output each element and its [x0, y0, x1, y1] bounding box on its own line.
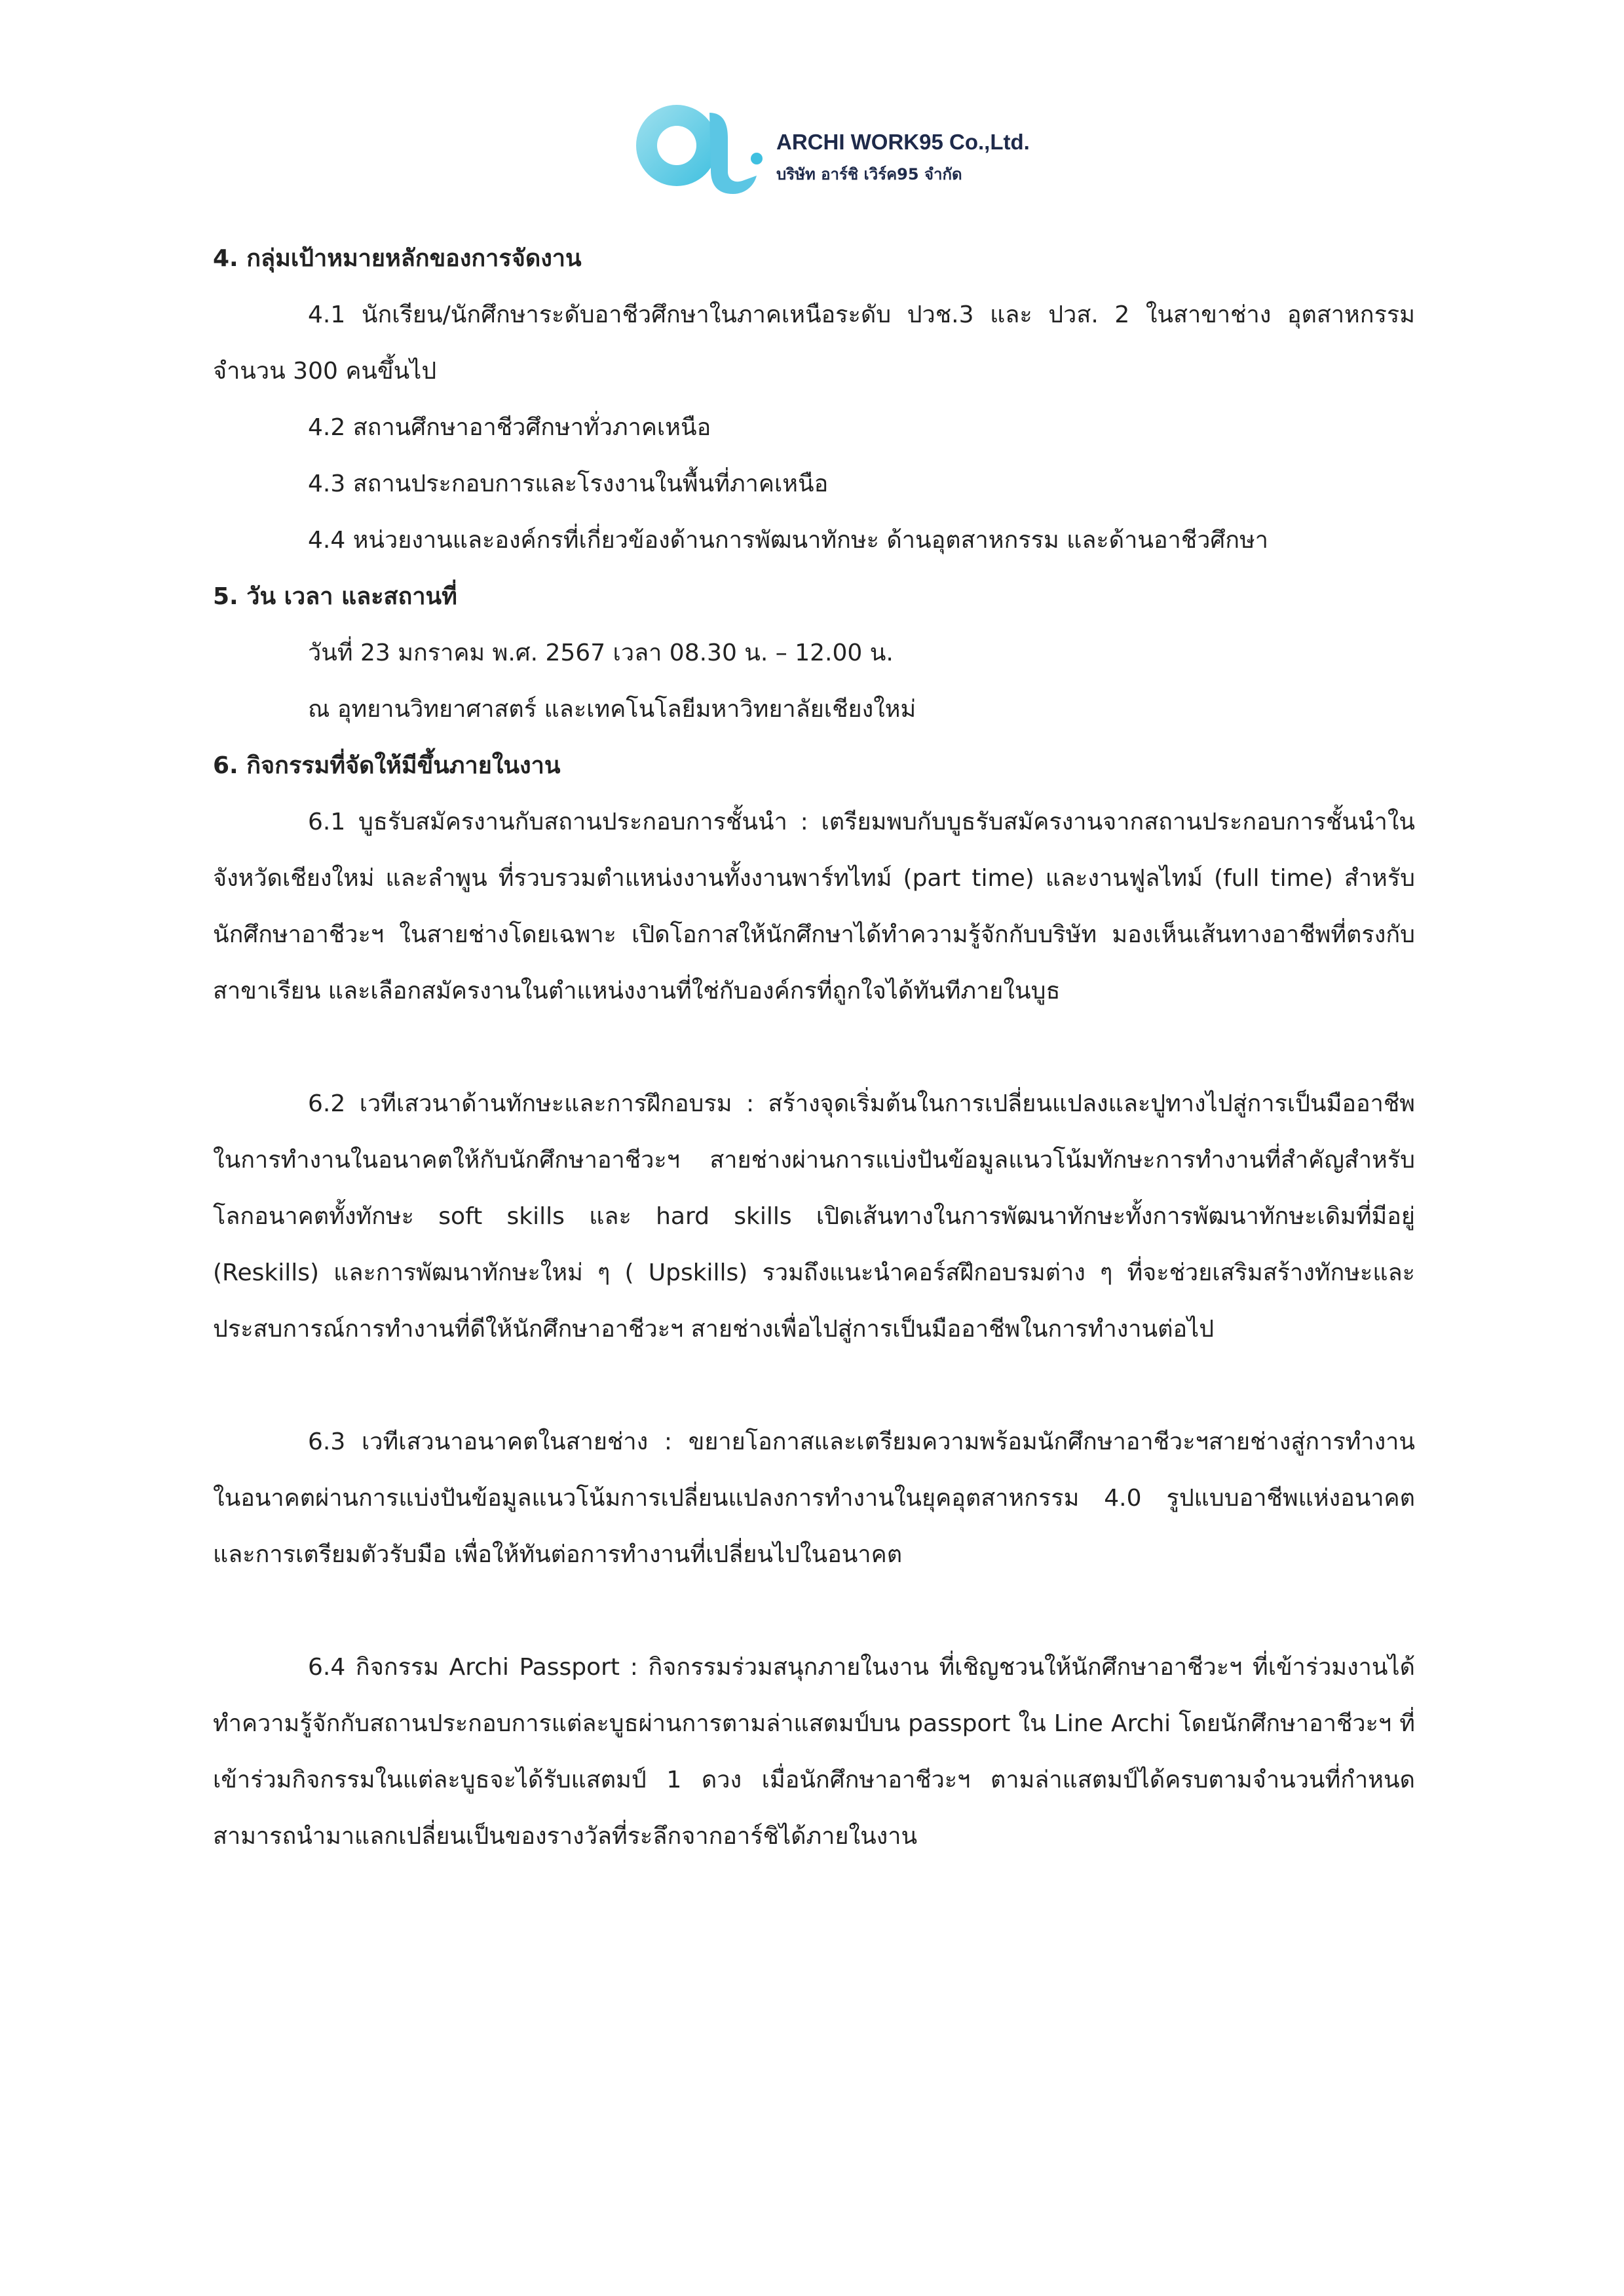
section-4-heading: 4. กลุ่มเป้าหมายหลักของการจัดงาน	[213, 245, 582, 272]
section-4-item-4: 4.4 หน่วยงานและองค์กรที่เกี่ยวข้องด้านการพัฒนาทักษะ ด้านอุตสาหกรรม และด้านอาชีวศึกษา	[308, 527, 1269, 554]
section-6-item-3: 6.3 เวทีเสวนาอนาคตในสายช่าง : ขยายโอกาสและเตรียมความพร้อมนักศึกษาอาชีวะฯสายช่างสู่การทำงานในอนาคตผ่านการแบ่งปันข้อมูลแนวโน้มการเปลี่ยนแปลงการทำงานในยุคอุตสาหกรรม 4.0 รูปแบบอาชีพแห่งอนาคต และการเตรียมตัวรับมือ เพื่อให้ทันต่อการทำงานที่เปลี่ยนไปในอนาคต	[213, 1428, 1415, 1568]
logo-company-name-th: บริษัท อาร์ชิ เวิร์ค95 จำกัด	[776, 165, 962, 183]
logo-company-name-en: ARCHI WORK95 Co.,Ltd.	[776, 130, 1030, 154]
section-5-venue: ณ อุทยานวิทยาศาสตร์ และเทคโนโลยีมหาวิทยาลัยเชียงใหม่	[308, 696, 916, 723]
section-4-item-2: 4.2 สถานศึกษาอาชีวศึกษาทั่วภาคเหนือ	[308, 414, 711, 441]
section-5-date: วันที่ 23 มกราคม พ.ศ. 2567 เวลา 08.30 น. – 12.00 น.	[308, 640, 894, 666]
section-6-item-2: 6.2 เวทีเสวนาด้านทักษะและการฝึกอบรม : สร้างจุดเริ่มต้นในการเปลี่ยนแปลงและปูทางไปสู่การเป็นมืออาชีพในการทำงานในอนาคตให้กับนักศึกษาอาชีวะฯ สายช่างผ่านการแบ่งปันข้อมูลแนวโน้มทักษะการทำงานที่สำคัญสำหรับโลกอนาคตทั้งทักษะ soft skills และ hard skills เปิดเส้นทางในการพัฒนาทักษะทั้งการพัฒนาทักษะเดิมที่มีอยู่ (Reskills) และการพัฒนาทักษะใหม่ ๆ ( Upskills) รวมถึงแนะนำคอร์สฝึกอบรมต่าง ๆ ที่จะช่วยเสริมสร้างทักษะและประสบการณ์การทำงานที่ดีให้นักศึกษาอาชีวะฯ สายช่างเพื่อไปสู่การเป็นมืออาชีพในการทำงานต่อไป	[213, 1090, 1415, 1343]
section-6-item-1: 6.1 บูธรับสมัครงานกับสถานประกอบการชั้นนำ : เตรียมพบกับบูธรับสมัครงานจากสถานประกอบการชั้นนำในจังหวัดเชียงใหม่ และลำพูน ที่รวบรวมตำแหน่งงานทั้งงานพาร์ทไทม์ (part time) และงานฟูลไทม์ (full time) สำหรับนักศึกษาอาชีวะฯ ในสายช่างโดยเฉพาะ เปิดโอกาสให้นักศึกษาได้ทำความรู้จักกับบริษัท มองเห็นเส้นทางอาชีพที่ตรงกับสาขาเรียน และเลือกสมัครงานในตำแหน่งงานที่ใช่กับองค์กรที่ถูกใจได้ทันทีภายในบูธ	[213, 809, 1415, 1004]
section-6-heading: 6. กิจกรรมที่จัดให้มีขึ้นภายในงาน	[213, 752, 561, 779]
section-4-item-1: 4.1 นักเรียน/นักศึกษาระดับอาชีวศึกษาในภาคเหนือระดับ ปวช.3 และ ปวส. 2 ในสาขาช่าง อุตสาหกรรม จำนวน 300 คนขึ้นไป	[213, 301, 1415, 385]
document-body	[213, 231, 1415, 1865]
section-6-item-4: 6.4 กิจกรรม Archi Passport : กิจกรรมร่วมสนุกภายในงาน ที่เชิญชวนให้นักศึกษาอาชีวะฯ ที่เข้าร่วมงานได้ทำความรู้จักกับสถานประกอบการแต่ละบูธผ่านการตามล่าแสตมป์บน passport ใน Line Archi โดยนักศึกษาอาชีวะฯ ที่เข้าร่วมกิจกรรมในแต่ละบูธจะได้รับแสตมป์ 1 ดวง เมื่อนักศึกษาอาชีวะฯ ตามล่าแสตมป์ได้ครบตามจำนวนที่กำหนด สามารถนำมาแลกเปลี่ยนเป็นของรางวัลที่ระลึกจากอาร์ชิได้ภายในงาน	[213, 1654, 1415, 1850]
company-logo	[626, 98, 1084, 197]
logo-mark-icon	[626, 98, 776, 197]
section-5-heading: 5. วัน เวลา และสถานที่	[213, 583, 457, 610]
section-4-item-3: 4.3 สถานประกอบการและโรงงานในพื้นที่ภาคเหนือ	[308, 470, 829, 497]
